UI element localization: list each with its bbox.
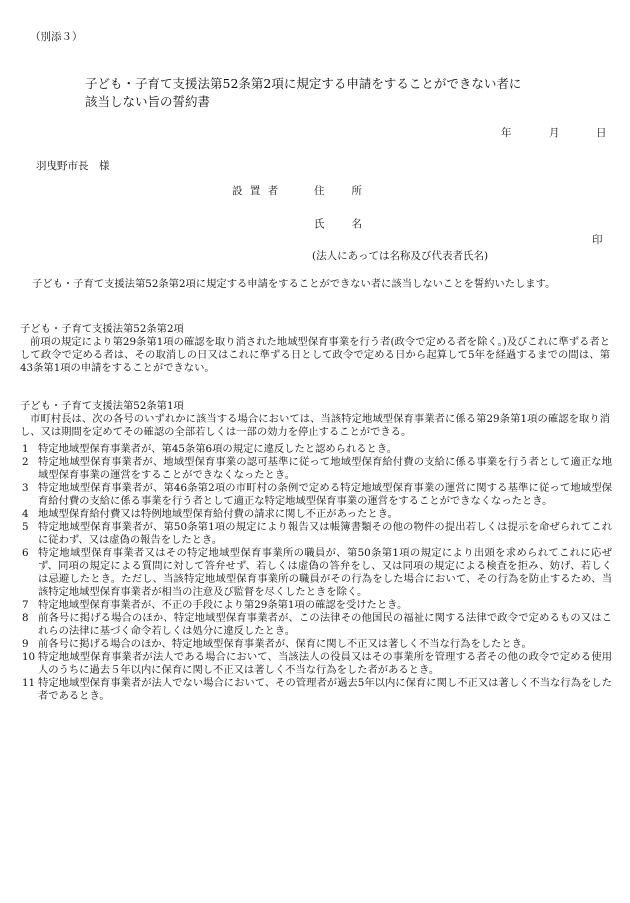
applicant-name-label: 氏 名: [314, 218, 364, 230]
item-text: 特定地域型保育事業者が、第45条第6項の規定に違反したと認められるとき。: [38, 443, 398, 455]
list-item: [20, 508, 612, 521]
date-day-label: 日: [596, 127, 607, 139]
corporation-note: (法人にあっては名称及び代表者氏名): [312, 250, 489, 262]
list-item: [20, 677, 612, 703]
item-list: [20, 443, 612, 703]
item-text: 前各号に掲げる場合のほか、特定地域型保育事業者が、保育に関し不正又は著しく不当な行為をしたとき。: [38, 638, 532, 650]
list-item: [20, 638, 612, 651]
list-item: [20, 456, 612, 482]
item-number: 10: [22, 651, 36, 663]
list-item: [20, 599, 612, 612]
item-number: 11: [22, 677, 36, 689]
item-number: 7: [22, 599, 29, 611]
item-text: 特定地域型保育事業者が、不正の手段により第29条第1項の確認を受けたとき。: [38, 599, 408, 611]
date-month-label: 月: [549, 127, 560, 139]
list-item: [20, 612, 612, 638]
section-title-52-2: 子ども・子育て支援法第52条第2項: [20, 323, 184, 335]
item-text: 地域型保育給付費又は特例地域型保育給付費の請求に関し不正があったとき。: [38, 508, 398, 520]
list-item: [20, 547, 612, 599]
document-title-line-2: 該当しない旨の誓約書: [85, 94, 211, 109]
item-text: 特定地域型保育事業者が法人である場合において、当該法人の役員又はその事業所を管理する者その他の政令で定める使用人のうちに過去５年以内に保育に関し不正又は著しく不当な行為をした者があるとき。: [38, 651, 612, 676]
seal-mark: 印: [592, 234, 603, 246]
applicant-role-label: 設 置 者: [232, 185, 281, 197]
list-item: [20, 651, 612, 677]
date-year-label: 年: [501, 127, 512, 139]
item-text: 特定地域型保育事業者又はその特定地域型保育事業所の職員が、第50条第1項の規定により出頭を求められてこれに応ぜず、同項の規定による質問に対して答弁せず、若しくは虚偽の答弁をし、又は同項の規定による検査を拒み、妨げ、若しくは忌避したとき。ただし、当該特定地域型保育事業所の職員がその行為をした場合において、その行為を防止するため、当該特定地域型保育事業者が相当の注意及び監督を尽くしたときを除く。: [38, 547, 612, 598]
attachment-label: （別添３）: [30, 31, 83, 43]
item-number: 6: [22, 547, 29, 559]
item-text: 特定地域型保育事業者が法人でない場合において、その管理者が過去5年以内に保育に関し不正又は著しく不当な行為をした者であるとき。: [38, 677, 612, 702]
list-item: [20, 443, 612, 456]
pledge-statement: 子ども・子育て支援法第52条第2項に規定する申請をすることができない者に該当しないことを誓約いたします。: [32, 278, 556, 290]
applicant-address-label: 住 所: [314, 185, 364, 197]
list-item: [20, 482, 612, 508]
item-number: 1: [22, 443, 29, 455]
item-text: 前各号に掲げる場合のほか、特定地域型保育事業者が、この法律その他国民の福祉に関する法律で政令で定めるもの又はこれらの法律に基づく命令若しくは処分に違反したとき。: [38, 612, 612, 637]
list-item: [20, 521, 612, 547]
document-title-line-1: 子ども・子育て支援法第52条第2項に規定する申請をすることができない者に: [85, 76, 522, 91]
item-number: 4: [22, 508, 29, 520]
item-text: 特定地域型保育事業者が、地域型保育事業の認可基準に従って地域型保育給付費の支給に係る事業を行う者として適正な地域型保育事業の運営をすることができなくなったとき。: [38, 456, 612, 481]
item-number: 9: [22, 638, 29, 650]
addressee: 羽曳野市長 様: [36, 160, 110, 172]
item-text: 特定地域型保育事業者が、第46条第2項の市町村の条例で定める特定地域型保育事業の運営に関する基準に従って地域型保育給付費の支給に係る事業を行う者として適正な特定地域型保育事業の運営をすることができなくなったとき。: [38, 482, 612, 507]
item-number: 3: [22, 482, 29, 494]
item-number: 5: [22, 521, 29, 533]
section-intro-52-1: 市町村長は、次の各号のいずれかに該当する場合においては、当該特定地域型保育事業者に係る第29条第1項の確認を取り消し、又は期間を定めてその確認の全部若しくは一部の効力を停止することができる。: [20, 413, 610, 438]
item-number: 2: [22, 456, 29, 468]
section-body-52-2: 前項の規定により第29条第1項の確認を取り消された地域型保育事業を行う者(政令で定める者を除く。)及びこれに準ずる者として政令で定める者は、その取消しの日又はこれに準ずる日として政令で定める日から起算して5年を経過するまでの間は、第43条第1項の申請をすることができない。: [20, 336, 610, 374]
section-title-52-1: 子ども・子育て支援法第52条第1項: [20, 400, 184, 412]
item-number: 8: [22, 612, 29, 624]
item-text: 特定地域型保育事業者が、第50条第1項の規定により報告又は帳簿書類その他の物件の提出若しくは提示を命ぜられてこれに従わず、又は虚偽の報告をしたとき。: [38, 521, 612, 546]
